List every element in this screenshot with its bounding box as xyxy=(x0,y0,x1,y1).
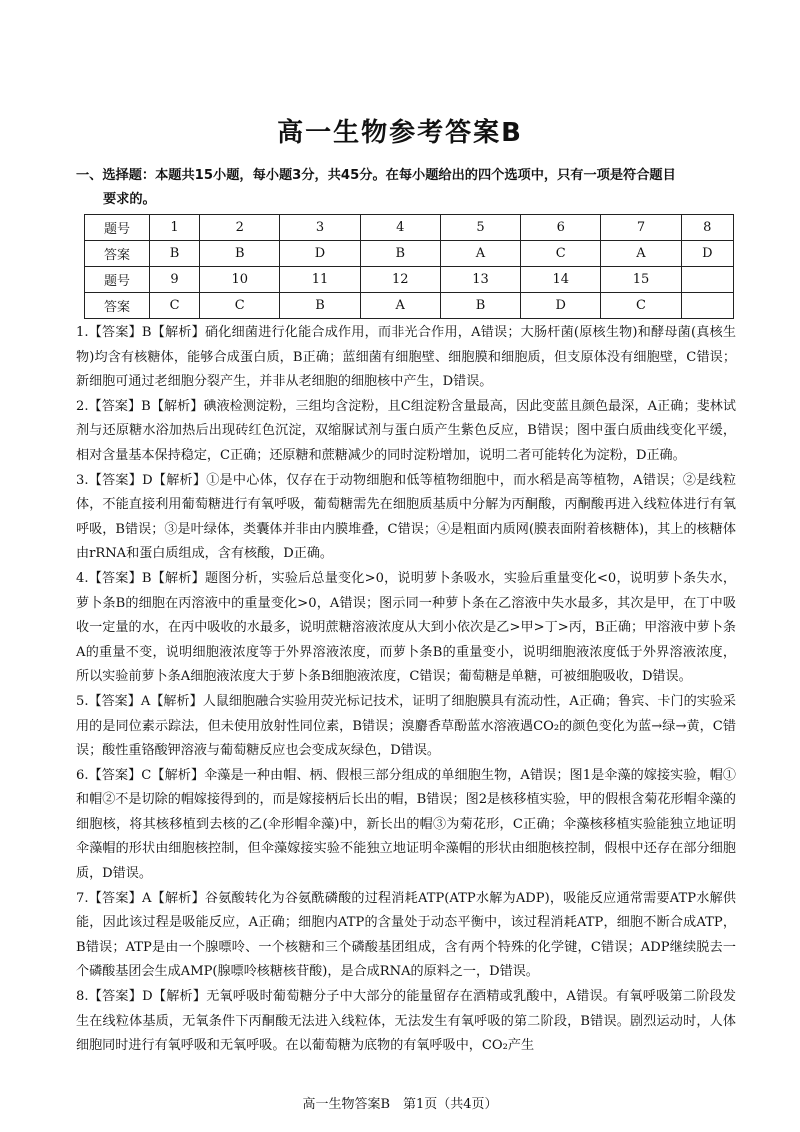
answer-table-row-header: 答案 xyxy=(85,293,150,319)
answer-table-row-header: 答案 xyxy=(85,241,150,267)
answer-table-cell: 9 xyxy=(150,267,200,293)
answer-table-cell: 13 xyxy=(440,267,520,293)
explanation-item: 6.【答案】C【解析】伞藻是一种由帽、柄、假根三部分组成的单细胞生物，A错误；图1是伞藻的嫁接实验，帽①和帽②不是切除的帽嫁接得到的，而是嫁接柄后长出的帽，B错误；图2是核移植实验，甲的假根含菊花形帽伞藻的细胞核，将其核移植到去核的乙(伞形帽伞藻)中，新长出的帽③为菊花形，C正确；伞藻核移植实验能独立地证明伞藻帽的形状由细胞核控制，但伞藻嫁接实验不能独立地证明伞藻帽的形状由细胞核控制，假根中还存在部分细胞质，D错误。 xyxy=(76,767,736,882)
answer-table-cell: 7 xyxy=(601,215,681,241)
answer-table-cell: C xyxy=(521,241,601,267)
answer-table-row xyxy=(85,241,734,267)
answer-table-cell: C xyxy=(150,293,200,319)
answer-table-row-header: 题号 xyxy=(85,215,150,241)
answer-table-cell: D xyxy=(681,241,733,267)
explanation-item: 1.【答案】B【解析】硝化细菌进行化能合成作用，而非光合作用，A错误；大肠杆菌(原核生物)和酵母菌(真核生物)均含有核糖体，能够合成蛋白质，B正确；蓝细菌有细胞壁、细胞膜和细胞质，但支原体没有细胞壁，C错误；新细胞可通过老细胞分裂产生，并非从老细胞的细胞核中产生，D错误。 xyxy=(76,325,736,390)
answer-table-cell: B xyxy=(280,293,360,319)
answer-table-cell: A xyxy=(360,293,440,319)
answer-table-cell xyxy=(681,267,733,293)
explanation-item: 8.【答案】D【解析】无氧呼吸时葡萄糖分子中大部分的能量留存在酒精或乳酸中，A错误。有氧呼吸第二阶段发生在线粒体基质，无氧条件下丙酮酸无法进入线粒体，无法发生有氧呼吸的第二阶段，B错误。剧烈运动时，人体细胞同时进行有氧呼吸和无氧呼吸。在以葡萄糖为底物的有氧呼吸中，CO₂产生 xyxy=(76,989,736,1054)
page-title: 高一生物参考答案B xyxy=(277,118,523,148)
answer-table-cell: 11 xyxy=(280,267,360,293)
answer-table-cell: 2 xyxy=(200,215,280,241)
answer-table-cell: 15 xyxy=(601,267,681,293)
answer-table-row-header: 题号 xyxy=(85,267,150,293)
answer-table-cell: 1 xyxy=(150,215,200,241)
answer-table-row xyxy=(85,267,734,293)
explanation-item: 2.【答案】B【解析】碘液检测淀粉，三组均含淀粉，且C组淀粉含量最高，因此变蓝且颜色最深，A正确；斐林试剂与还原糖水浴加热后出现砖红色沉淀，双缩脲试剂与蛋白质产生紫色反应，B错误；图中蛋白质曲线变化平缓，相对含量基本保持稳定，C正确；还原糖和蔗糖减少的同时淀粉增加，说明二者可能转化为淀粉，D正确。 xyxy=(76,398,736,463)
answer-table-cell: 5 xyxy=(440,215,520,241)
answer-table-cell: A xyxy=(440,241,520,267)
answer-table-cell: B xyxy=(440,293,520,319)
answer-table-cell: D xyxy=(280,241,360,267)
answer-table-cell: A xyxy=(601,241,681,267)
answer-table-cell: B xyxy=(200,241,280,267)
answer-table-row xyxy=(85,215,734,241)
answer-table-cell: 14 xyxy=(521,267,601,293)
answer-table-cell: 6 xyxy=(521,215,601,241)
answer-table-cell: 3 xyxy=(280,215,360,241)
answer-table-cell: 12 xyxy=(360,267,440,293)
answer-table-cell: B xyxy=(150,241,200,267)
answer-table-cell: 4 xyxy=(360,215,440,241)
page-footer: 高一生物答案B 第1页（共4页） xyxy=(302,1097,498,1112)
answer-table-cell: C xyxy=(601,293,681,319)
explanation-item: 4.【答案】B【解析】题图分析，实验后总量变化>0，说明萝卜条吸水，实验后重量变化<0，说明萝卜条失水，萝卜条B的细胞在丙溶液中的重量变化>0，A错误；图示同一种萝卜条在乙溶液中失水最多，其次是甲，在丁中吸收一定量的水，在丙中吸收的水最多，说明蔗糖溶液浓度从大到小依次是乙>甲>丁>丙，B正确；甲溶液中萝卜条A的重量不变，说明细胞液浓度等于外界溶液浓度，而萝卜条B的重量变小，说明细胞液浓度低于外界溶液浓度，所以实验前萝卜条A细胞液浓度大于萝卜条B细胞液浓度，C错误；葡萄糖是单糖，可被细胞吸收，D错误。 xyxy=(76,570,736,685)
answer-table-cell: D xyxy=(521,293,601,319)
answer-table-cell: 10 xyxy=(200,267,280,293)
explanation-item: 5.【答案】A【解析】人鼠细胞融合实验用荧光标记技术，证明了细胞膜具有流动性，A正确；鲁宾、卡门的实验采用的是同位素示踪法，但未使用放射性同位素，B错误；溴麝香草酚蓝水溶液遇CO₂的颜色变化为蓝→绿→黄，C错误；酸性重铬酸钾溶液与葡萄糖反应也会变成灰绿色，D错误。 xyxy=(76,693,736,759)
section-heading-line: 一、选择题：本题共15小题，每小题3分，共45分。在每小题给出的四个选项中，只有一项是符合题目 xyxy=(76,168,676,183)
answer-table-cell: C xyxy=(200,293,280,319)
answer-table-cell xyxy=(681,293,733,319)
explanation-item: 3.【答案】D【解析】①是中心体，仅存在于动物细胞和低等植物细胞中，而水稻是高等植物，A错误；②是线粒体，不能直接利用葡萄糖进行有氧呼吸，葡萄糖需先在细胞质基质中分解为丙酮酸，丙酮酸再进入线粒体进行有氧呼吸，B错误；③是叶绿体，类囊体并非由内膜堆叠，C错误；④是粗面内质网(膜表面附着核糖体)，其上的核糖体由rRNA和蛋白质组成，含有核酸，D正确。 xyxy=(76,472,736,562)
explanation-item: 7.【答案】A【解析】谷氨酸转化为谷氨酰磷酸的过程消耗ATP(ATP水解为ADP)，吸能反应通常需要ATP水解供能，因此该过程是吸能反应，A正确；细胞内ATP的含量处于动态平衡中，该过程消耗ATP，细胞不断合成ATP，B错误；ATP是由一个腺嘌呤、一个核糖和三个磷酸基团组成，含有两个特殊的化学键，C错误；ADP继续脱去一个磷酸基团会生成AMP(腺嘌呤核糖核苷酸)，是合成RNA的原料之一，D错误。 xyxy=(76,890,736,980)
answer-table xyxy=(84,214,734,319)
answer-table-cell: 8 xyxy=(681,215,733,241)
section-heading xyxy=(76,164,736,212)
answer-table-row xyxy=(85,293,734,319)
explanations-list xyxy=(76,321,736,1059)
section-heading-line: 要求的。 xyxy=(103,192,156,207)
answer-table-cell: B xyxy=(360,241,440,267)
